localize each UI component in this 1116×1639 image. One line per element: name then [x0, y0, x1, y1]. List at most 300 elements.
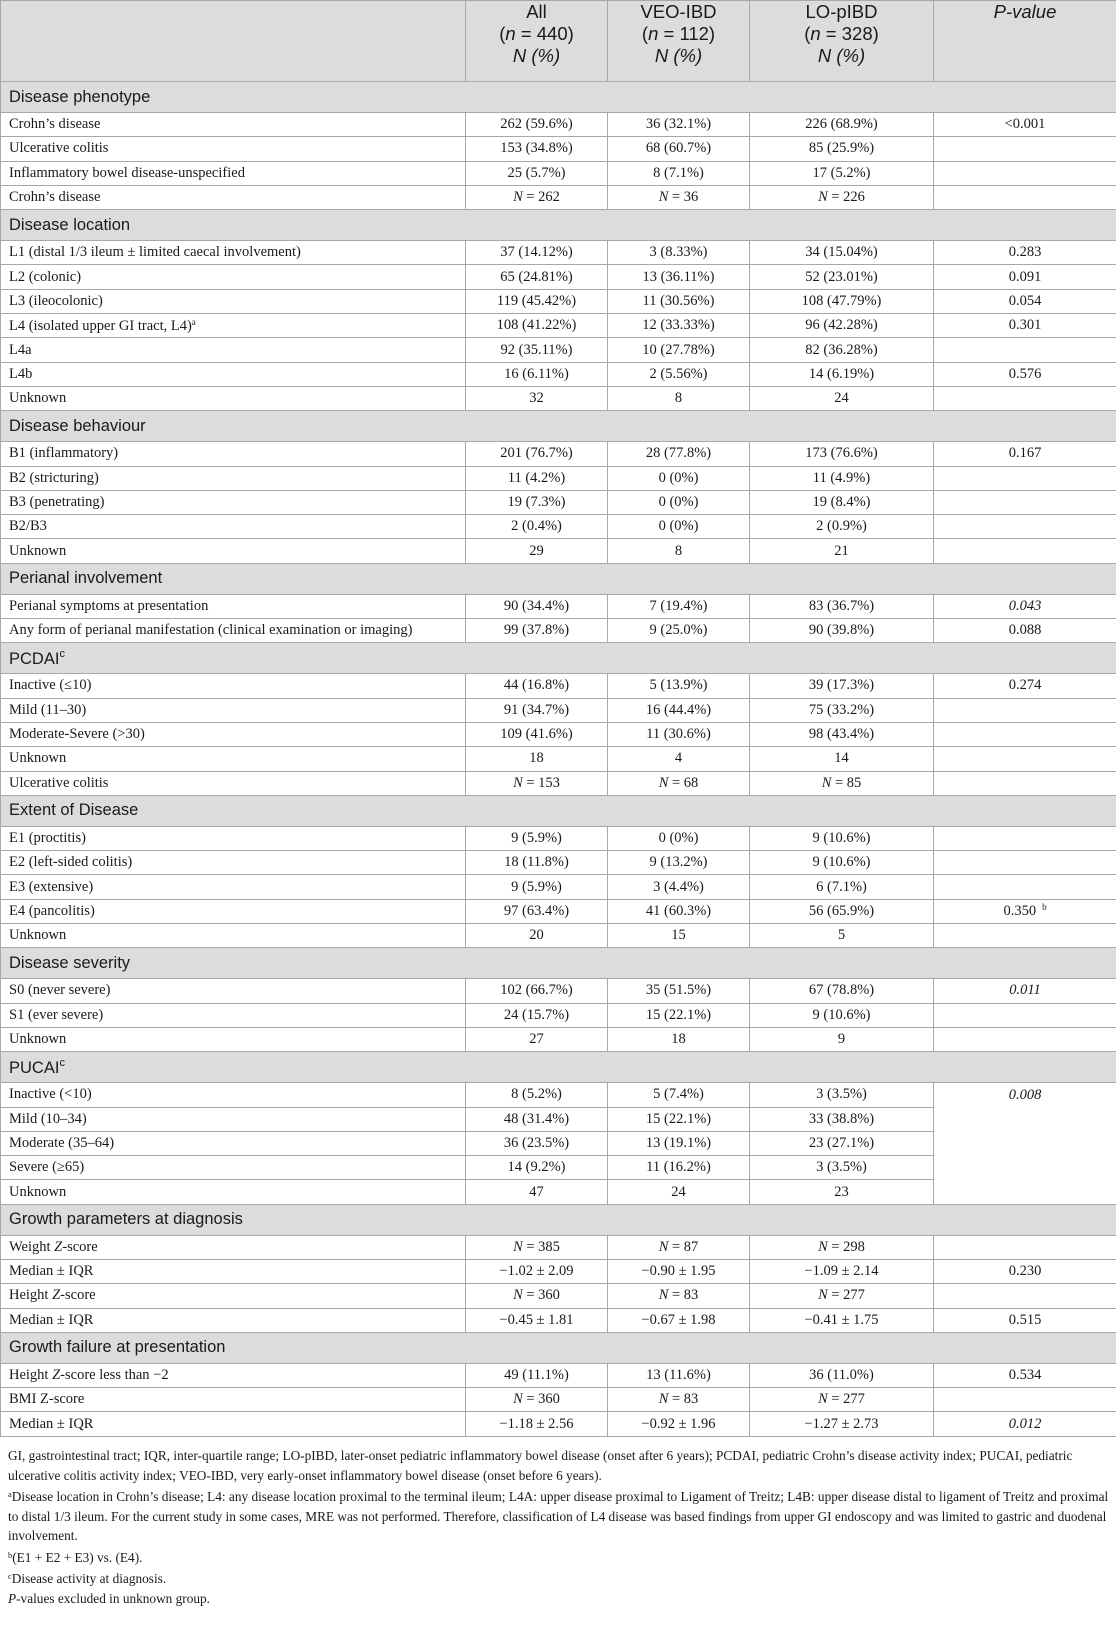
cell-veo: 8: [608, 539, 750, 563]
cell-lo: 5: [750, 924, 934, 948]
cell-pvalue: [934, 314, 1116, 338]
pvalue-text: 0.008: [1008, 1087, 1042, 1104]
cell-veo: −0.67 ± 1.98: [608, 1308, 750, 1332]
footnote-b-mark: b: [8, 1549, 13, 1560]
table-row: [1, 875, 1116, 899]
cell-veo: 24: [608, 1180, 750, 1204]
row-label: [1, 851, 466, 875]
footnote-p: [8, 1589, 1114, 1609]
section-header-row: [1, 948, 1116, 979]
row-label-text: L3 (ileocolonic): [9, 292, 103, 309]
cell-lo: 11 (4.9%): [750, 466, 934, 490]
header-veo: [608, 1, 750, 82]
section-title: [1, 210, 1116, 241]
cell-all: 8 (5.2%): [466, 1083, 608, 1107]
row-label: [1, 386, 466, 410]
row-label: [1, 698, 466, 722]
header-lo-n: (n = 328): [804, 23, 879, 44]
table-row: [1, 1412, 1116, 1436]
section-title: [1, 795, 1116, 826]
cell-pvalue: [934, 747, 1116, 771]
cell-all: 9 (5.9%): [466, 875, 608, 899]
section-header-row: [1, 411, 1116, 442]
table-row: [1, 265, 1116, 289]
pvalue-text: 0.350: [1003, 903, 1037, 920]
cell-lo: 23 (27.1%): [750, 1131, 934, 1155]
cell-all: 18 (11.8%): [466, 851, 608, 875]
cell-veo: 4: [608, 747, 750, 771]
section-title-text: Growth failure at presentation: [9, 1338, 226, 1357]
section-title-text: Disease phenotype: [9, 87, 151, 106]
cell-all: 11 (4.2%): [466, 466, 608, 490]
section-title: [1, 1332, 1116, 1363]
row-label: [1, 771, 466, 795]
cell-pvalue: [934, 265, 1116, 289]
cell-veo: 13 (36.11%): [608, 265, 750, 289]
cell-all: 47: [466, 1180, 608, 1204]
pvalue-text: 0.011: [1009, 982, 1041, 999]
header-lo: [750, 1, 934, 82]
cell-lo: 34 (15.04%): [750, 241, 934, 265]
cell-veo: 10 (27.78%): [608, 338, 750, 362]
cell-veo: 13 (11.6%): [608, 1363, 750, 1387]
row-label-text: Unknown: [9, 750, 67, 767]
cell-veo: −0.92 ± 1.96: [608, 1412, 750, 1436]
row-label-text: Moderate (35–64): [9, 1134, 115, 1151]
row-label-text: E4 (pancolitis): [9, 902, 95, 919]
cell-veo: 15 (22.1%): [608, 1107, 750, 1131]
cell-veo: 8 (7.1%): [608, 161, 750, 185]
cell-pvalue: [934, 899, 1116, 923]
cell-all: 9 (5.9%): [466, 826, 608, 850]
row-label-text: E2 (left-sided colitis): [9, 854, 133, 871]
cell-veo: 0 (0%): [608, 490, 750, 514]
section-title-text: Extent of Disease: [9, 801, 139, 820]
row-label-text: Weight Z-score: [9, 1238, 98, 1255]
cell-lo: 108 (47.79%): [750, 289, 934, 313]
cell-pvalue: [934, 619, 1116, 643]
cell-pvalue: [934, 137, 1116, 161]
table-row: [1, 1235, 1116, 1259]
row-label-text: Ulcerative colitis: [9, 774, 109, 791]
row-label-text: L2 (colonic): [9, 268, 82, 285]
cell-lo: 2 (0.9%): [750, 515, 934, 539]
table-row: [1, 442, 1116, 466]
cell-all: 108 (41.22%): [466, 314, 608, 338]
header-veo-unit: N (%): [654, 45, 703, 66]
table-row: [1, 851, 1116, 875]
cell-all: 48 (31.4%): [466, 1107, 608, 1131]
cell-pvalue: [934, 875, 1116, 899]
row-label: [1, 1284, 466, 1308]
cell-veo: 41 (60.3%): [608, 899, 750, 923]
row-label: [1, 1083, 466, 1107]
cell-lo: 9 (10.6%): [750, 1003, 934, 1027]
table-row: [1, 1259, 1116, 1283]
row-label: [1, 490, 466, 514]
header-all: [466, 1, 608, 82]
row-label-text: Inactive (≤10): [9, 677, 92, 694]
cell-all: 65 (24.81%): [466, 265, 608, 289]
table-row: [1, 185, 1116, 209]
cell-all: 91 (34.7%): [466, 698, 608, 722]
cell-lo: 3 (3.5%): [750, 1083, 934, 1107]
cell-veo: −0.90 ± 1.95: [608, 1259, 750, 1283]
cell-pvalue: [934, 1284, 1116, 1308]
footnote-p-text: -values excluded in unknown group.: [16, 1590, 210, 1606]
cell-pvalue: [934, 1412, 1116, 1436]
cell-pvalue: [934, 1003, 1116, 1027]
section-footnote-mark: c: [59, 647, 65, 660]
pvalue-text: 0.230: [1008, 1263, 1042, 1280]
cell-lo: 75 (33.2%): [750, 698, 934, 722]
row-label-text: Unknown: [9, 542, 67, 559]
footnote-a: [8, 1485, 1114, 1546]
cell-veo: 2 (5.56%): [608, 362, 750, 386]
table-row: [1, 1363, 1116, 1387]
table-row: [1, 826, 1116, 850]
row-label: [1, 515, 466, 539]
row-label: [1, 289, 466, 313]
cell-lo: −1.09 ± 2.14: [750, 1259, 934, 1283]
cell-pvalue: [934, 1308, 1116, 1332]
table-row: [1, 698, 1116, 722]
section-header-row: [1, 1052, 1116, 1083]
row-label-text: Inflammatory bowel disease-unspecified: [9, 164, 245, 181]
section-title-text: Growth parameters at diagnosis: [9, 1210, 243, 1229]
header-veo-title: VEO-IBD: [640, 1, 717, 22]
footnotes: [8, 1446, 1114, 1608]
row-label: [1, 1235, 466, 1259]
row-label-text: L4 (isolated upper GI tract, L4): [9, 317, 192, 334]
cell-pvalue: [934, 161, 1116, 185]
row-label: [1, 137, 466, 161]
cell-veo: 3 (8.33%): [608, 241, 750, 265]
row-label: [1, 899, 466, 923]
cell-pvalue: [934, 698, 1116, 722]
footnote-abbreviations: GI, gastrointestinal tract; IQR, inter-quartile range; LO-pIBD, later-onset pediatric inflammatory bowel disease (onset after 6 years); PCDAI, pediatric Crohn’s disease activity index; PUCAI, pediatric ulcerative colitis activity index; VEO-IBD, very early-onset inflammatory bowel disease (onset before 6 years).: [8, 1448, 1073, 1483]
pvalue-text: 0.274: [1008, 677, 1042, 694]
row-label-text: L1 (distal 1/3 ileum ± limited caecal involvement): [9, 244, 301, 261]
cell-veo: 5 (13.9%): [608, 674, 750, 698]
table-row: [1, 490, 1116, 514]
section-title: [1, 563, 1116, 594]
cell-lo: 173 (76.6%): [750, 442, 934, 466]
section-title-text: PUCAI: [9, 1058, 60, 1077]
row-label: [1, 1107, 466, 1131]
cell-all: 19 (7.3%): [466, 490, 608, 514]
row-label-text: Ulcerative colitis: [9, 140, 109, 157]
cell-veo: N = 83: [608, 1284, 750, 1308]
row-label: [1, 594, 466, 618]
row-label: [1, 674, 466, 698]
cell-all: 20: [466, 924, 608, 948]
footnote-p-prefix: P: [8, 1590, 17, 1606]
row-label-text: Unknown: [9, 1031, 67, 1048]
row-label: [1, 1308, 466, 1332]
row-label: [1, 1180, 466, 1204]
footnote-a-text: Disease location in Crohn’s disease; L4: any disease location proximal to the terminal ileum; L4A: upper disease proximal to Ligament of Treitz; L4B: upper disease distal to ligament of Treitz and proximal to distal 1/3 ileum. For the current study in some cases, MRE was not performed. Therefore, classification of L4 disease was based findings from upper GI endoscopy and was limited to gastric and duodenal involvement.: [8, 1489, 1109, 1543]
cell-all: 99 (37.8%): [466, 619, 608, 643]
section-title-text: Perianal involvement: [9, 569, 163, 588]
cell-pvalue: [934, 851, 1116, 875]
header-all-n: (n = 440): [499, 23, 574, 44]
cell-all: N = 360: [466, 1284, 608, 1308]
cell-veo: 36 (32.1%): [608, 113, 750, 137]
cell-pvalue: [934, 1027, 1116, 1051]
pvalue-text: 0.012: [1008, 1415, 1042, 1432]
cell-pvalue: [934, 539, 1116, 563]
pvalue-text: 0.283: [1008, 244, 1042, 261]
table-row: [1, 137, 1116, 161]
cell-lo: −0.41 ± 1.75: [750, 1308, 934, 1332]
row-label: [1, 1412, 466, 1436]
cell-veo: N = 87: [608, 1235, 750, 1259]
table-row: [1, 747, 1116, 771]
cell-all: N = 153: [466, 771, 608, 795]
row-label-text: L4b: [9, 365, 33, 382]
cell-all: 153 (34.8%): [466, 137, 608, 161]
pvalue-text: 0.167: [1008, 445, 1042, 462]
pvalue-text: 0.515: [1008, 1311, 1042, 1328]
row-label-text: BMI Z-score: [9, 1391, 85, 1408]
cell-pvalue: [934, 515, 1116, 539]
cell-all: 109 (41.6%): [466, 722, 608, 746]
header-pvalue-title: P-value: [993, 1, 1057, 22]
cell-lo: 98 (43.4%): [750, 722, 934, 746]
table-row: [1, 674, 1116, 698]
row-label: [1, 924, 466, 948]
row-label-text: Height Z-score less than −2: [9, 1367, 169, 1384]
cell-all: 16 (6.11%): [466, 362, 608, 386]
cell-lo: 33 (38.8%): [750, 1107, 934, 1131]
cell-all: 201 (76.7%): [466, 442, 608, 466]
pvalue-text: <0.001: [1004, 116, 1046, 133]
row-label-text: B2/B3: [9, 518, 47, 535]
table-row: [1, 241, 1116, 265]
cell-all: 25 (5.7%): [466, 161, 608, 185]
cell-pvalue: [934, 1259, 1116, 1283]
table-row: [1, 113, 1116, 137]
pvalue-text: 0.088: [1008, 622, 1042, 639]
cell-lo: 17 (5.2%): [750, 161, 934, 185]
row-label: [1, 466, 466, 490]
cell-all: 36 (23.5%): [466, 1131, 608, 1155]
row-label: [1, 314, 466, 338]
table-row: [1, 338, 1116, 362]
header-veo-n: (n = 112): [641, 23, 716, 44]
section-title: [1, 82, 1116, 113]
section-header-row: [1, 210, 1116, 241]
row-label-text: L4a: [9, 341, 32, 358]
row-label: [1, 1259, 466, 1283]
cell-veo: 11 (30.6%): [608, 722, 750, 746]
cell-pvalue: [934, 338, 1116, 362]
row-label-text: Inactive (<10): [9, 1086, 92, 1103]
row-label: [1, 722, 466, 746]
cell-all: 2 (0.4%): [466, 515, 608, 539]
cell-veo: N = 36: [608, 185, 750, 209]
row-label: [1, 826, 466, 850]
cell-all: 18: [466, 747, 608, 771]
row-label: [1, 1131, 466, 1155]
section-title: [1, 1052, 1116, 1083]
cell-all: 92 (35.11%): [466, 338, 608, 362]
table-row: [1, 539, 1116, 563]
row-label: [1, 161, 466, 185]
cell-lo: N = 85: [750, 771, 934, 795]
pvalue-text: 0.534: [1008, 1367, 1042, 1384]
cell-lo: N = 277: [750, 1388, 934, 1412]
cell-lo: 39 (17.3%): [750, 674, 934, 698]
pvalue-text: 0.043: [1008, 597, 1042, 614]
cell-veo: 12 (33.33%): [608, 314, 750, 338]
row-footnote-mark: a: [191, 316, 196, 327]
footnote-c-text: Disease activity at diagnosis.: [11, 1571, 167, 1586]
table-row: [1, 314, 1116, 338]
cell-all: N = 360: [466, 1388, 608, 1412]
cell-pvalue: [934, 1235, 1116, 1259]
cell-all: 119 (45.42%): [466, 289, 608, 313]
row-label: [1, 241, 466, 265]
section-title-text: PCDAI: [9, 649, 60, 668]
row-label-text: Median ± IQR: [9, 1311, 94, 1328]
cell-veo: 15 (22.1%): [608, 1003, 750, 1027]
cell-pvalue: [934, 924, 1116, 948]
table-row: [1, 924, 1116, 948]
cell-veo: 11 (16.2%): [608, 1156, 750, 1180]
cell-lo: 9 (10.6%): [750, 826, 934, 850]
cell-veo: 11 (30.56%): [608, 289, 750, 313]
header-all-title: All: [526, 1, 547, 22]
row-label-text: S1 (ever severe): [9, 1006, 104, 1023]
table-header-row: [1, 1, 1116, 82]
cell-all: 14 (9.2%): [466, 1156, 608, 1180]
row-label: [1, 1027, 466, 1051]
row-label: [1, 619, 466, 643]
pvalue-text: 0.301: [1008, 317, 1042, 334]
row-label-text: Unknown: [9, 1183, 67, 1200]
section-header-row: [1, 795, 1116, 826]
table-row: [1, 1308, 1116, 1332]
row-label-text: Mild (11–30): [9, 701, 87, 718]
cell-lo: 96 (42.28%): [750, 314, 934, 338]
row-label: [1, 875, 466, 899]
cell-veo: 68 (60.7%): [608, 137, 750, 161]
table-row: [1, 1284, 1116, 1308]
table-row: [1, 515, 1116, 539]
table-row: [1, 619, 1116, 643]
row-label: [1, 747, 466, 771]
cell-all: N = 262: [466, 185, 608, 209]
section-footnote-mark: c: [59, 1056, 65, 1069]
row-label-text: Unknown: [9, 390, 67, 407]
cell-lo: 52 (23.01%): [750, 265, 934, 289]
cell-all: 24 (15.7%): [466, 1003, 608, 1027]
cell-lo: 9 (10.6%): [750, 851, 934, 875]
pvalue-text: 0.576: [1008, 365, 1042, 382]
table-row: [1, 771, 1116, 795]
cell-lo: 67 (78.8%): [750, 979, 934, 1003]
cell-lo: 82 (36.28%): [750, 338, 934, 362]
cell-pvalue: [934, 1388, 1116, 1412]
pvalue-footnote-mark: b: [1042, 902, 1047, 913]
row-label-text: B1 (inflammatory): [9, 445, 119, 462]
footnote-b-text: (E1 + E2 + E3) vs. (E4).: [12, 1549, 143, 1565]
table-row: [1, 362, 1116, 386]
header-all-unit: N (%): [512, 45, 561, 66]
table-row: [1, 979, 1116, 1003]
cell-all: −1.02 ± 2.09: [466, 1259, 608, 1283]
cell-lo: 14 (6.19%): [750, 362, 934, 386]
row-label-text: Perianal symptoms at presentation: [9, 597, 209, 614]
header-lo-title: LO-pIBD: [805, 1, 878, 22]
header-lo-unit: N (%): [817, 45, 866, 66]
section-title-text: Disease behaviour: [9, 416, 146, 435]
row-label: [1, 185, 466, 209]
cell-pvalue: [934, 979, 1116, 1003]
cell-lo: 85 (25.9%): [750, 137, 934, 161]
cell-veo: 0 (0%): [608, 466, 750, 490]
cell-veo: 15: [608, 924, 750, 948]
cell-veo: 16 (44.4%): [608, 698, 750, 722]
cell-lo: 3 (3.5%): [750, 1156, 934, 1180]
cell-all: 32: [466, 386, 608, 410]
cell-lo: 36 (11.0%): [750, 1363, 934, 1387]
cell-all: 44 (16.8%): [466, 674, 608, 698]
row-label: [1, 1156, 466, 1180]
section-header-row: [1, 563, 1116, 594]
table-row: [1, 289, 1116, 313]
cell-pvalue: [934, 241, 1116, 265]
header-pvalue: [934, 1, 1116, 82]
cell-veo: 7 (19.4%): [608, 594, 750, 618]
table-row: [1, 1027, 1116, 1051]
row-label-text: Median ± IQR: [9, 1263, 94, 1280]
row-label-text: Moderate-Severe (>30): [9, 726, 145, 743]
footnote-b: [8, 1546, 1114, 1568]
row-label-text: B3 (penetrating): [9, 494, 105, 510]
header-characteristic: [1, 1, 466, 82]
section-header-row: [1, 1332, 1116, 1363]
cell-pvalue: [934, 674, 1116, 698]
footnote-c-mark: c: [8, 1571, 12, 1581]
footnote-c: [8, 1567, 1114, 1589]
table-row: [1, 466, 1116, 490]
table-row: [1, 594, 1116, 618]
row-label-text: Crohn’s disease: [9, 116, 101, 133]
cell-all: 27: [466, 1027, 608, 1051]
cell-lo: 56 (65.9%): [750, 899, 934, 923]
row-label: [1, 539, 466, 563]
row-label-text: Any form of perianal manifestation (clinical examination or imaging): [9, 622, 413, 639]
cell-pvalue: [934, 1083, 1116, 1204]
section-title: [1, 411, 1116, 442]
pvalue-text: 0.091: [1008, 268, 1042, 285]
table-row: [1, 161, 1116, 185]
row-label: [1, 1003, 466, 1027]
cell-veo: 5 (7.4%): [608, 1083, 750, 1107]
section-header-row: [1, 1204, 1116, 1235]
cell-veo: 0 (0%): [608, 826, 750, 850]
cell-veo: 3 (4.4%): [608, 875, 750, 899]
section-title-text: Disease location: [9, 215, 131, 234]
row-label: [1, 113, 466, 137]
row-label-text: Height Z-score: [9, 1287, 96, 1304]
cell-all: 97 (63.4%): [466, 899, 608, 923]
cell-pvalue: [934, 442, 1116, 466]
cell-lo: −1.27 ± 2.73: [750, 1412, 934, 1436]
